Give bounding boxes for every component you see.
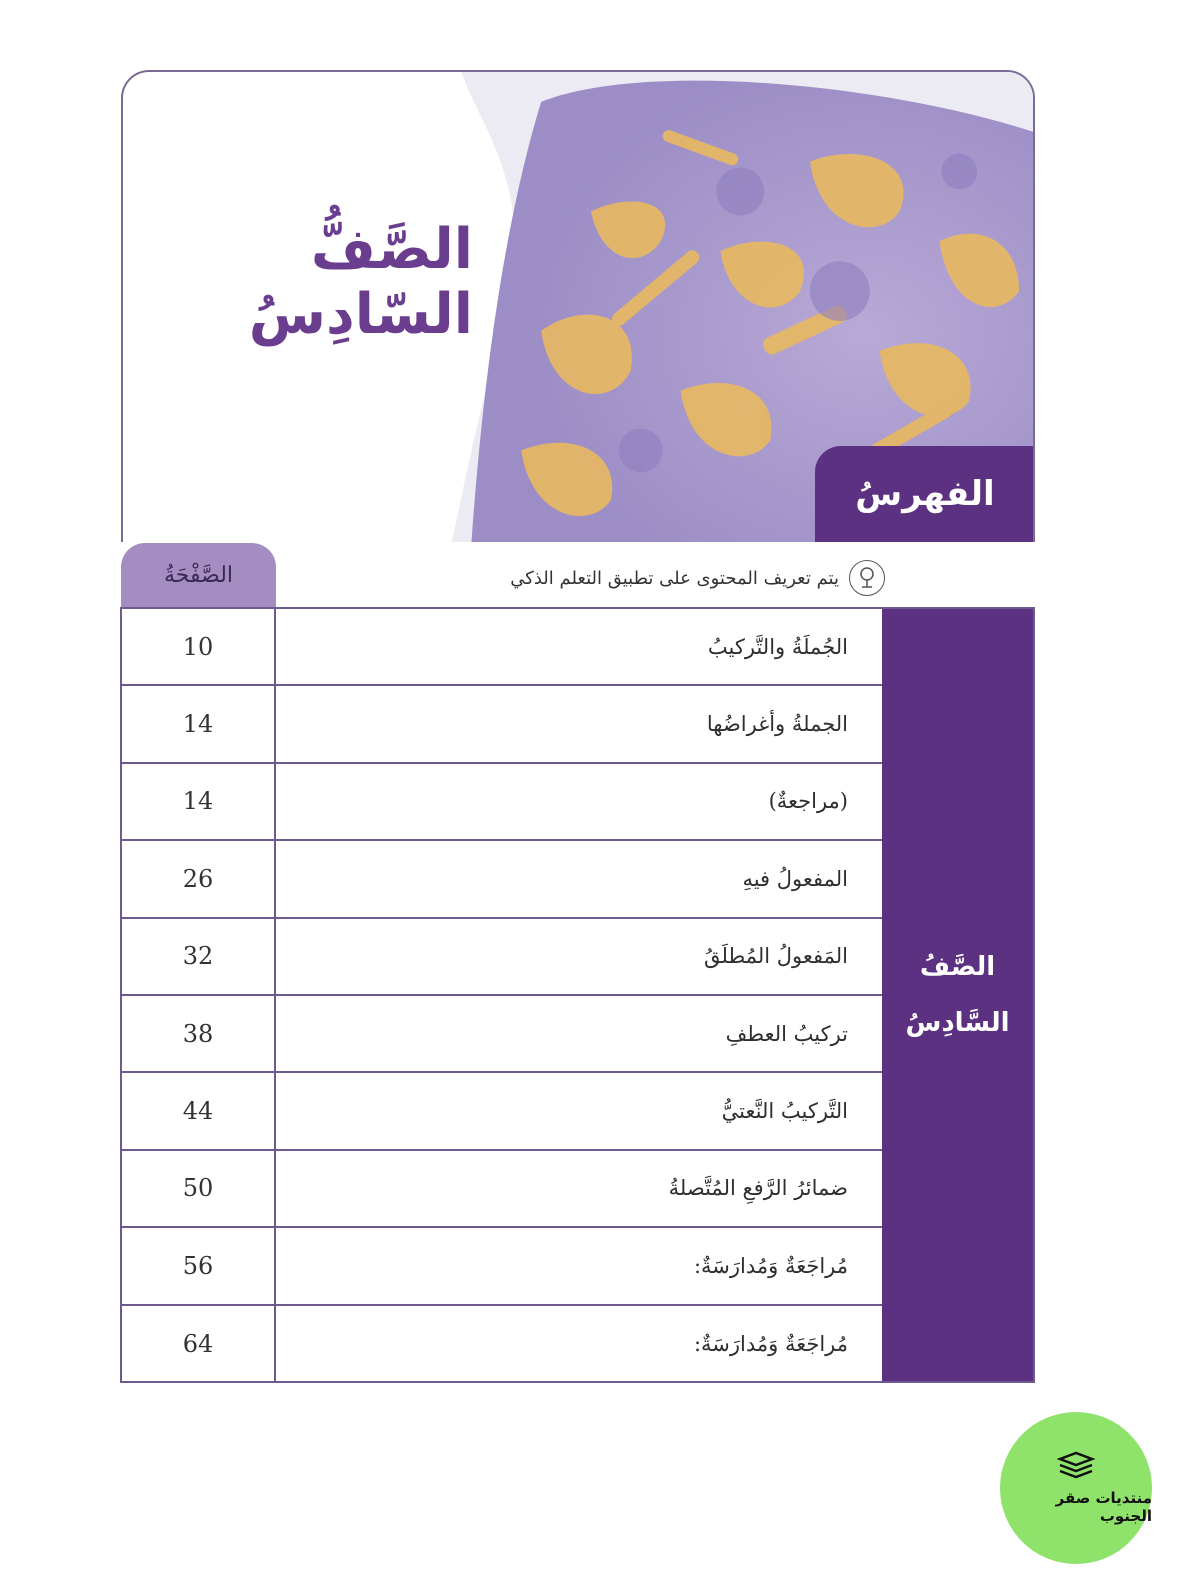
row-title: ضمائرُ الرَّفعِ المُتَّصلةُ [668, 1176, 848, 1201]
watermark-text: منتديات صقر الجنوب [1055, 1489, 1152, 1525]
row-page-number: 10 [122, 609, 276, 684]
page-column-header [121, 543, 276, 607]
table-row [122, 841, 884, 918]
row-page-number: 32 [122, 919, 276, 994]
page-title: الصَّفُّ السّادِسُ [248, 217, 473, 347]
table-row [122, 686, 884, 763]
row-page-number: 50 [122, 1151, 276, 1226]
row-title: التَّركيبُ النَّعتيُّ [721, 1099, 848, 1124]
table-of-contents [120, 607, 1035, 1383]
row-page-number: 64 [122, 1306, 276, 1383]
row-page-number: 26 [122, 841, 276, 916]
notice-text: يتم تعريف المحتوى على تطبيق التعلم الذكي [510, 567, 839, 589]
table-row [122, 1151, 884, 1228]
table-row [122, 609, 884, 686]
tree-icon [849, 560, 885, 596]
row-title: مُراجَعَةٌ وَمُدارَسَةٌ: [693, 1253, 848, 1278]
books-stack-icon [1056, 1451, 1096, 1481]
row-title: الجُملَةُ والتَّركيبُ [707, 634, 848, 659]
row-title: الجملةُ وأغراضُها [706, 712, 848, 737]
table-row [122, 996, 884, 1073]
row-title: مُراجَعَةٌ وَمُدارَسَةٌ: [693, 1332, 848, 1357]
row-page-number: 44 [122, 1073, 276, 1148]
grade-label-line1: الصَّفُ [919, 952, 996, 982]
index-label: الفهرسُ [855, 474, 995, 514]
row-title: المفعولُ فيهِ [742, 866, 848, 891]
table-row [122, 1073, 884, 1150]
grade-label-line2: السَّادِسُ [905, 1008, 1010, 1038]
row-title: المَفعولُ المُطلَقُ [704, 944, 848, 969]
row-page-number: 14 [122, 764, 276, 839]
index-tab [815, 446, 1035, 542]
row-page-number: 56 [122, 1228, 276, 1303]
page-column-label: الصَّفْحَةُ [163, 562, 234, 588]
row-page-number: 38 [122, 996, 276, 1071]
table-row [122, 764, 884, 841]
row-page-number: 14 [122, 686, 276, 761]
content-notice [430, 560, 885, 596]
table-row [122, 1306, 884, 1383]
table-row [122, 1228, 884, 1305]
header-banner [121, 70, 1035, 542]
row-title: تركيبُ العطفِ [725, 1021, 848, 1046]
grade-label-column [882, 609, 1033, 1381]
row-title: (مراجعةٌ) [768, 789, 848, 814]
table-row [122, 919, 884, 996]
forum-watermark [1000, 1412, 1152, 1564]
